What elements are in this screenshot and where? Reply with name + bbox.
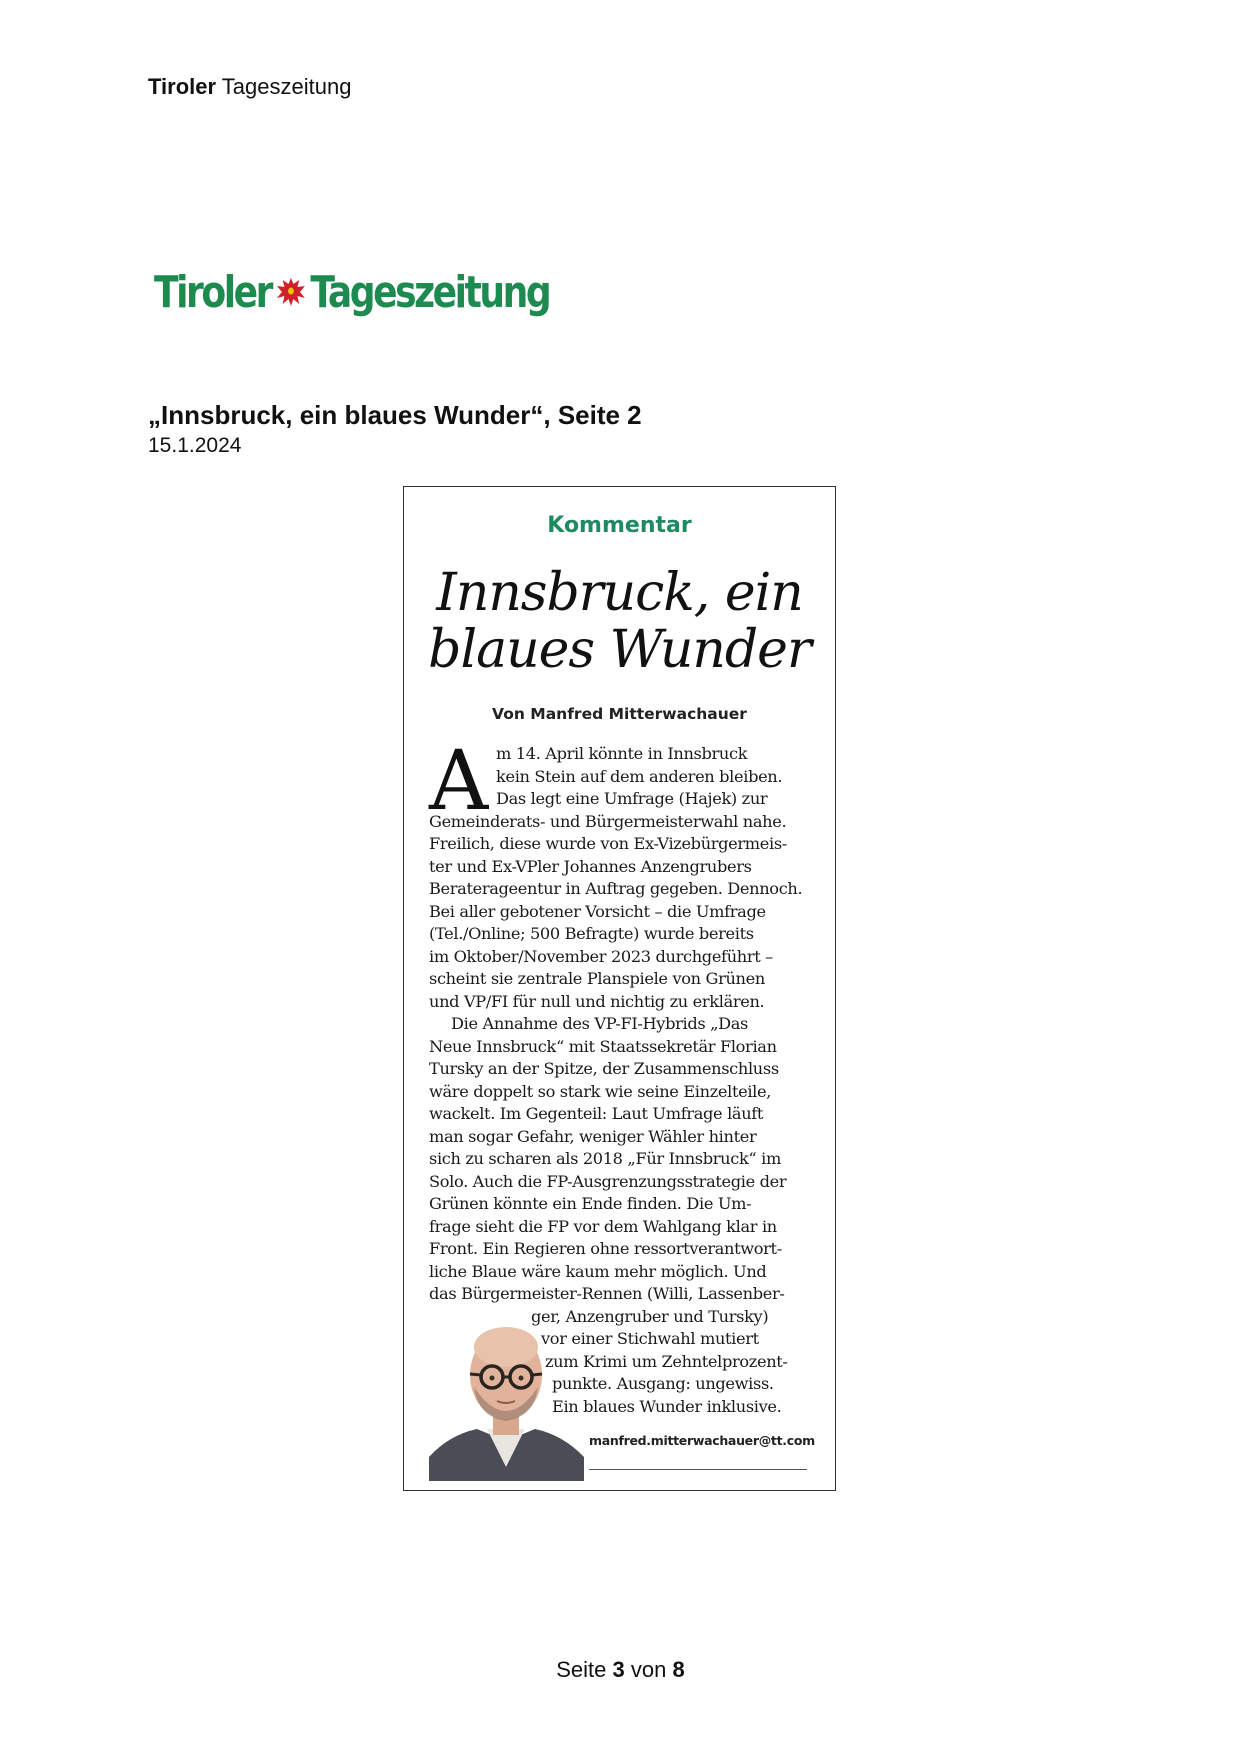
body-line: wackelt. Im Gegenteil: Laut Umfrage läuft — [429, 1104, 764, 1123]
body-line: (Tel./Online; 500 Befragte) wurde bereits — [429, 924, 754, 943]
body-line: m 14. April könnte in Innsbruck — [496, 744, 748, 763]
headline-line-2: blaues Wunder — [428, 620, 811, 680]
body-line: kein Stein auf dem anderen bleiben. — [496, 766, 783, 786]
logo-right-text: Tageszeitung — [310, 266, 550, 318]
newspaper-clipping — [403, 486, 836, 1491]
body-line: Grünen könnte ein Ende finden. Die Um- — [429, 1194, 752, 1213]
author-email: manfred.mitterwachauer@tt.com — [589, 1433, 815, 1448]
body-line: punkte. Ausgang: ungewiss. — [552, 1374, 774, 1393]
body-line: Freilich, diese wurde von Ex-Vizebürgermeis- — [429, 834, 787, 853]
document-header — [148, 74, 351, 100]
body-line: im Oktober/November 2023 durchgeführt – — [429, 946, 773, 966]
header-brand-bold: Tiroler — [148, 74, 217, 99]
body-line: liche Blaue wäre kaum mehr möglich. Und — [429, 1261, 767, 1281]
body-line: ger, Anzengruber und Tursky) — [531, 1306, 769, 1326]
drop-cap: A — [429, 734, 489, 829]
body-line: Front. Ein Regieren ohne ressortverantwort- — [429, 1239, 782, 1258]
header-brand-rest: Tageszeitung — [221, 74, 352, 99]
author-portrait — [429, 1317, 584, 1481]
body-line: und VP/FI für null und nichtig zu erklären. — [429, 991, 765, 1011]
logo-left-text: Tiroler — [154, 266, 271, 318]
footer-mid: von — [630, 1657, 667, 1682]
page-footer — [0, 1657, 1241, 1683]
body-line: Tursky an der Spitze, der Zusammenschluss — [429, 1059, 779, 1078]
clipping-headline — [414, 565, 825, 679]
article-date: 15.1.2024 — [148, 434, 242, 457]
body-line: Die Annahme des VP-FI-Hybrids „Das — [451, 1014, 749, 1033]
body-line: Ein blaues Wunder inklusive. — [552, 1396, 782, 1416]
tyrolean-eagle-icon — [274, 272, 307, 312]
body-line: Bei aller gebotener Vorsicht – die Umfrage — [429, 901, 766, 921]
footer-page-number: 3 — [612, 1657, 625, 1682]
newspaper-logo — [154, 262, 549, 322]
article-title: „Innsbruck, ein blaues Wunder“, Seite 2 — [148, 400, 642, 430]
body-line: Solo. Auch die FP-Ausgrenzungsstrategie der — [429, 1171, 787, 1191]
body-line: Das legt eine Umfrage (Hajek) zur — [496, 789, 768, 808]
body-line: scheint sie zentrale Planspiele von Grünen — [429, 969, 765, 988]
body-line: Beraterageentur in Auftrag gegeben. Dennoch. — [429, 879, 803, 898]
body-line: Gemeinderats- und Bürgermeisterwahl nahe. — [429, 811, 787, 831]
body-line: vor einer Stichwahl mutiert — [541, 1329, 759, 1348]
body-line: frage sieht die FP vor dem Wahlgang klar in — [429, 1216, 777, 1236]
clipping-byline: Von Manfred Mitterwachauer — [492, 705, 747, 723]
body-line: zum Krimi um Zehntelprozent- — [545, 1351, 788, 1371]
footer-total-pages: 8 — [672, 1657, 685, 1682]
body-line: das Bürgermeister-Rennen (Willi, Lassenber- — [429, 1284, 785, 1303]
body-line: sich zu scharen als 2018 „Für Innsbruck“ im — [429, 1149, 781, 1168]
bottom-rule — [589, 1469, 807, 1470]
clipping-kicker: Kommentar — [547, 513, 692, 538]
body-line: wäre doppelt so stark wie seine Einzelteile, — [429, 1081, 772, 1101]
body-line: ter und Ex-VPler Johannes Anzengrubers — [429, 856, 752, 876]
footer-prefix: Seite — [556, 1657, 607, 1682]
body-line: man sogar Gefahr, weniger Wähler hinter — [429, 1126, 757, 1146]
body-line: Neue Innsbruck“ mit Staatssekretär Florian — [429, 1036, 777, 1056]
headline-line-1: Innsbruck, ein — [436, 563, 803, 623]
